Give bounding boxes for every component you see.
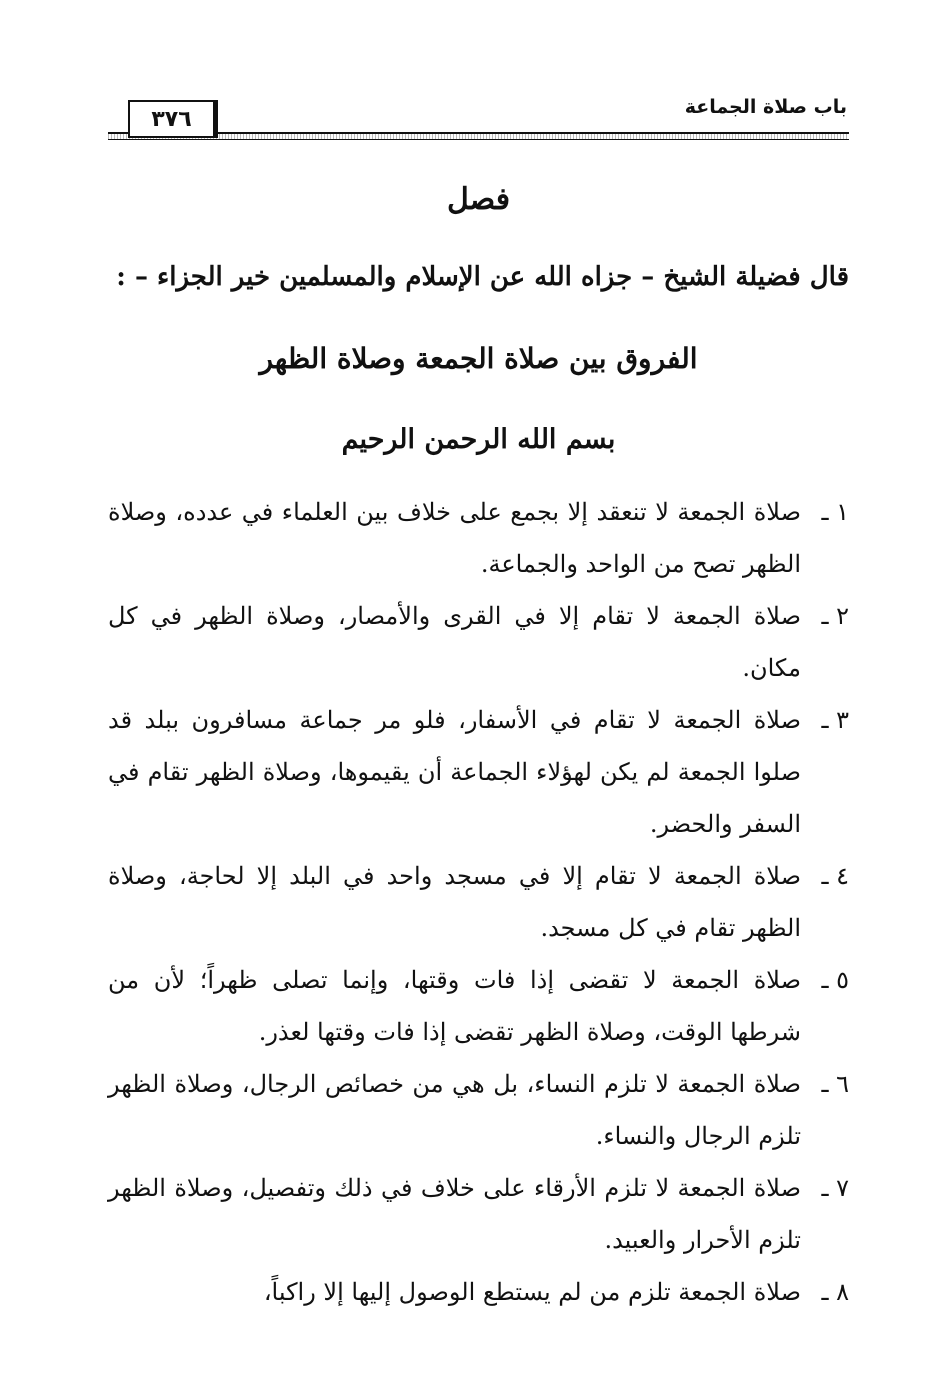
item-number: ٢ ـ bbox=[821, 602, 849, 630]
differences-list bbox=[108, 486, 849, 1318]
intro-line: قال فضيلة الشيخ – جزاه الله عن الإسلام والمسلمين خير الجزاء – : bbox=[116, 262, 849, 292]
item-text: صلاة الجمعة تلزم من لم يستطع الوصول إليها إلا راكباً، bbox=[263, 1278, 801, 1306]
item-number: ٨ ـ bbox=[821, 1278, 849, 1306]
list-item bbox=[108, 694, 849, 850]
item-number: ٤ ـ bbox=[821, 862, 849, 890]
item-text: صلاة الجمعة لا تقضى إذا فات وقتها، وإنما تصلى ظهراً؛ لأن من شرطها الوقت، وصلاة الظهر تقضى إذا فات وقتها لعذر. bbox=[108, 966, 801, 1046]
item-text: صلاة الجمعة لا تقام إلا في مسجد واحد في البلد إلا لحاجة، وصلاة الظهر تقام في كل مسجد. bbox=[108, 862, 801, 942]
list-item bbox=[108, 1162, 849, 1266]
item-number: ٣ ـ bbox=[821, 706, 849, 734]
list-item bbox=[108, 486, 849, 590]
list-item bbox=[108, 590, 849, 694]
item-text: صلاة الجمعة لا تلزم النساء، بل هي من خصائص الرجال، وصلاة الظهر تلزم الرجال والنساء. bbox=[108, 1070, 801, 1150]
list-item bbox=[108, 850, 849, 954]
list-item bbox=[108, 1058, 849, 1162]
chapter-heading: فصل bbox=[446, 182, 511, 217]
item-number: ١ ـ bbox=[821, 498, 849, 526]
header-rule bbox=[108, 132, 849, 140]
running-header-title: باب صلاة الجماعة bbox=[684, 96, 847, 118]
item-text: صلاة الجمعة لا تقام إلا في القرى والأمصار، وصلاة الظهر في كل مكان. bbox=[108, 602, 801, 682]
item-text: صلاة الجمعة لا تلزم الأرقاء على خلاف في ذلك وتفصيل، وصلاة الظهر تلزم الأحرار والعبيد. bbox=[108, 1174, 801, 1254]
basmala: بسم الله الرحمن الرحيم bbox=[341, 424, 616, 455]
list-item bbox=[108, 954, 849, 1058]
item-number: ٦ ـ bbox=[821, 1070, 849, 1098]
list-item bbox=[108, 1266, 849, 1318]
page-body bbox=[108, 170, 849, 1318]
running-header bbox=[108, 92, 849, 152]
item-number: ٥ ـ bbox=[821, 966, 849, 994]
section-title: الفروق بين صلاة الجمعة وصلاة الظهر bbox=[259, 342, 698, 375]
item-text: صلاة الجمعة لا تقام في الأسفار، فلو مر جماعة مسافرون ببلد قد صلوا الجمعة لم يكن لهؤلاء الجماعة أن يقيموها، وصلاة الظهر تقام في السفر والحضر. bbox=[108, 706, 801, 838]
item-text: صلاة الجمعة لا تنعقد إلا بجمع على خلاف بين العلماء في عدده، وصلاة الظهر تصح من الواحد والجماعة. bbox=[108, 498, 801, 578]
page-number: ٣٧٦ bbox=[128, 100, 218, 138]
item-number: ٧ ـ bbox=[821, 1174, 849, 1202]
